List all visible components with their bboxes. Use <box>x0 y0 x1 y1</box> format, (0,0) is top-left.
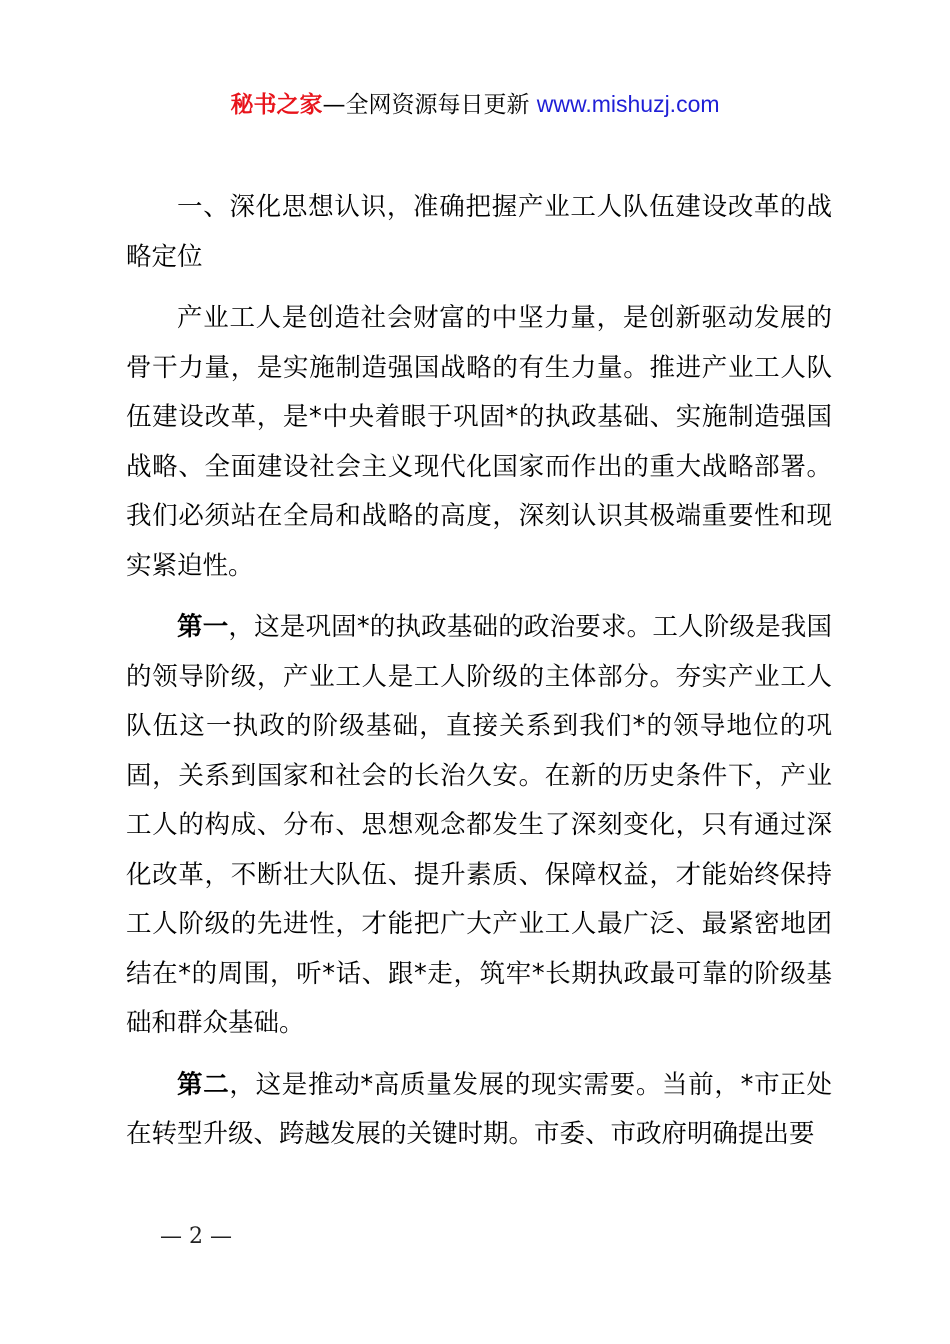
document-body <box>126 183 832 1172</box>
site-header <box>0 86 950 123</box>
header-tagline: —全网资源每日更新 <box>322 92 537 118</box>
section-heading: 一、深化思想认识，准确把握产业工人队伍建设改革的战略定位 <box>126 192 832 272</box>
paragraph-intro: 产业工人是创造社会财富的中坚力量，是创新驱动发展的骨干力量，是实施制造强国战略的有生力量。推进产业工人队伍建设改革，是*中央着眼于巩固*的执政基础、实施制造强国战略、全面建设社会主义现代化国家而作出的重大战略部署。我们必须站在全局和战略的高度，深刻认识其极端重要性和现实紧迫性。 <box>126 303 832 581</box>
paragraph-second-lead: 第二 <box>177 1069 230 1100</box>
paragraph-second-text: ，这是推动*高质量发展的现实需要。当前，*市正处在转型升级、跨越发展的关键时期。市委、市政府明确提出要 <box>126 1069 832 1149</box>
page-number: — 2 — <box>160 1224 232 1249</box>
paragraph-first <box>126 603 832 1049</box>
paragraph-first-lead: 第一 <box>177 612 229 642</box>
brand-name: 秘书之家 <box>230 92 323 118</box>
paragraph-first-text: ，这是巩固*的执政基础的政治要求。工人阶级是我国的领导阶级，产业工人是工人阶级的主体部分。夯实产业工人队伍这一执政的阶级基础，直接关系到我们*的领导地位的巩固，关系到国家和社会的长治久安。在新的历史条件下，产业工人的构成、分布、思想观念都发生了深刻变化，只有通过深化改革，不断壮大队伍、提升素质、保障权益，才能始终保持工人阶级的先进性，才能把广大产业工人最广泛、最紧密地团结在*的周围，听*话、跟*走，筑牢*长期执政最可靠的阶级基础和群众基础。 <box>126 612 832 1038</box>
site-url-link[interactable]: www.mishuzj.com <box>536 91 720 117</box>
paragraph-second <box>126 1061 832 1160</box>
